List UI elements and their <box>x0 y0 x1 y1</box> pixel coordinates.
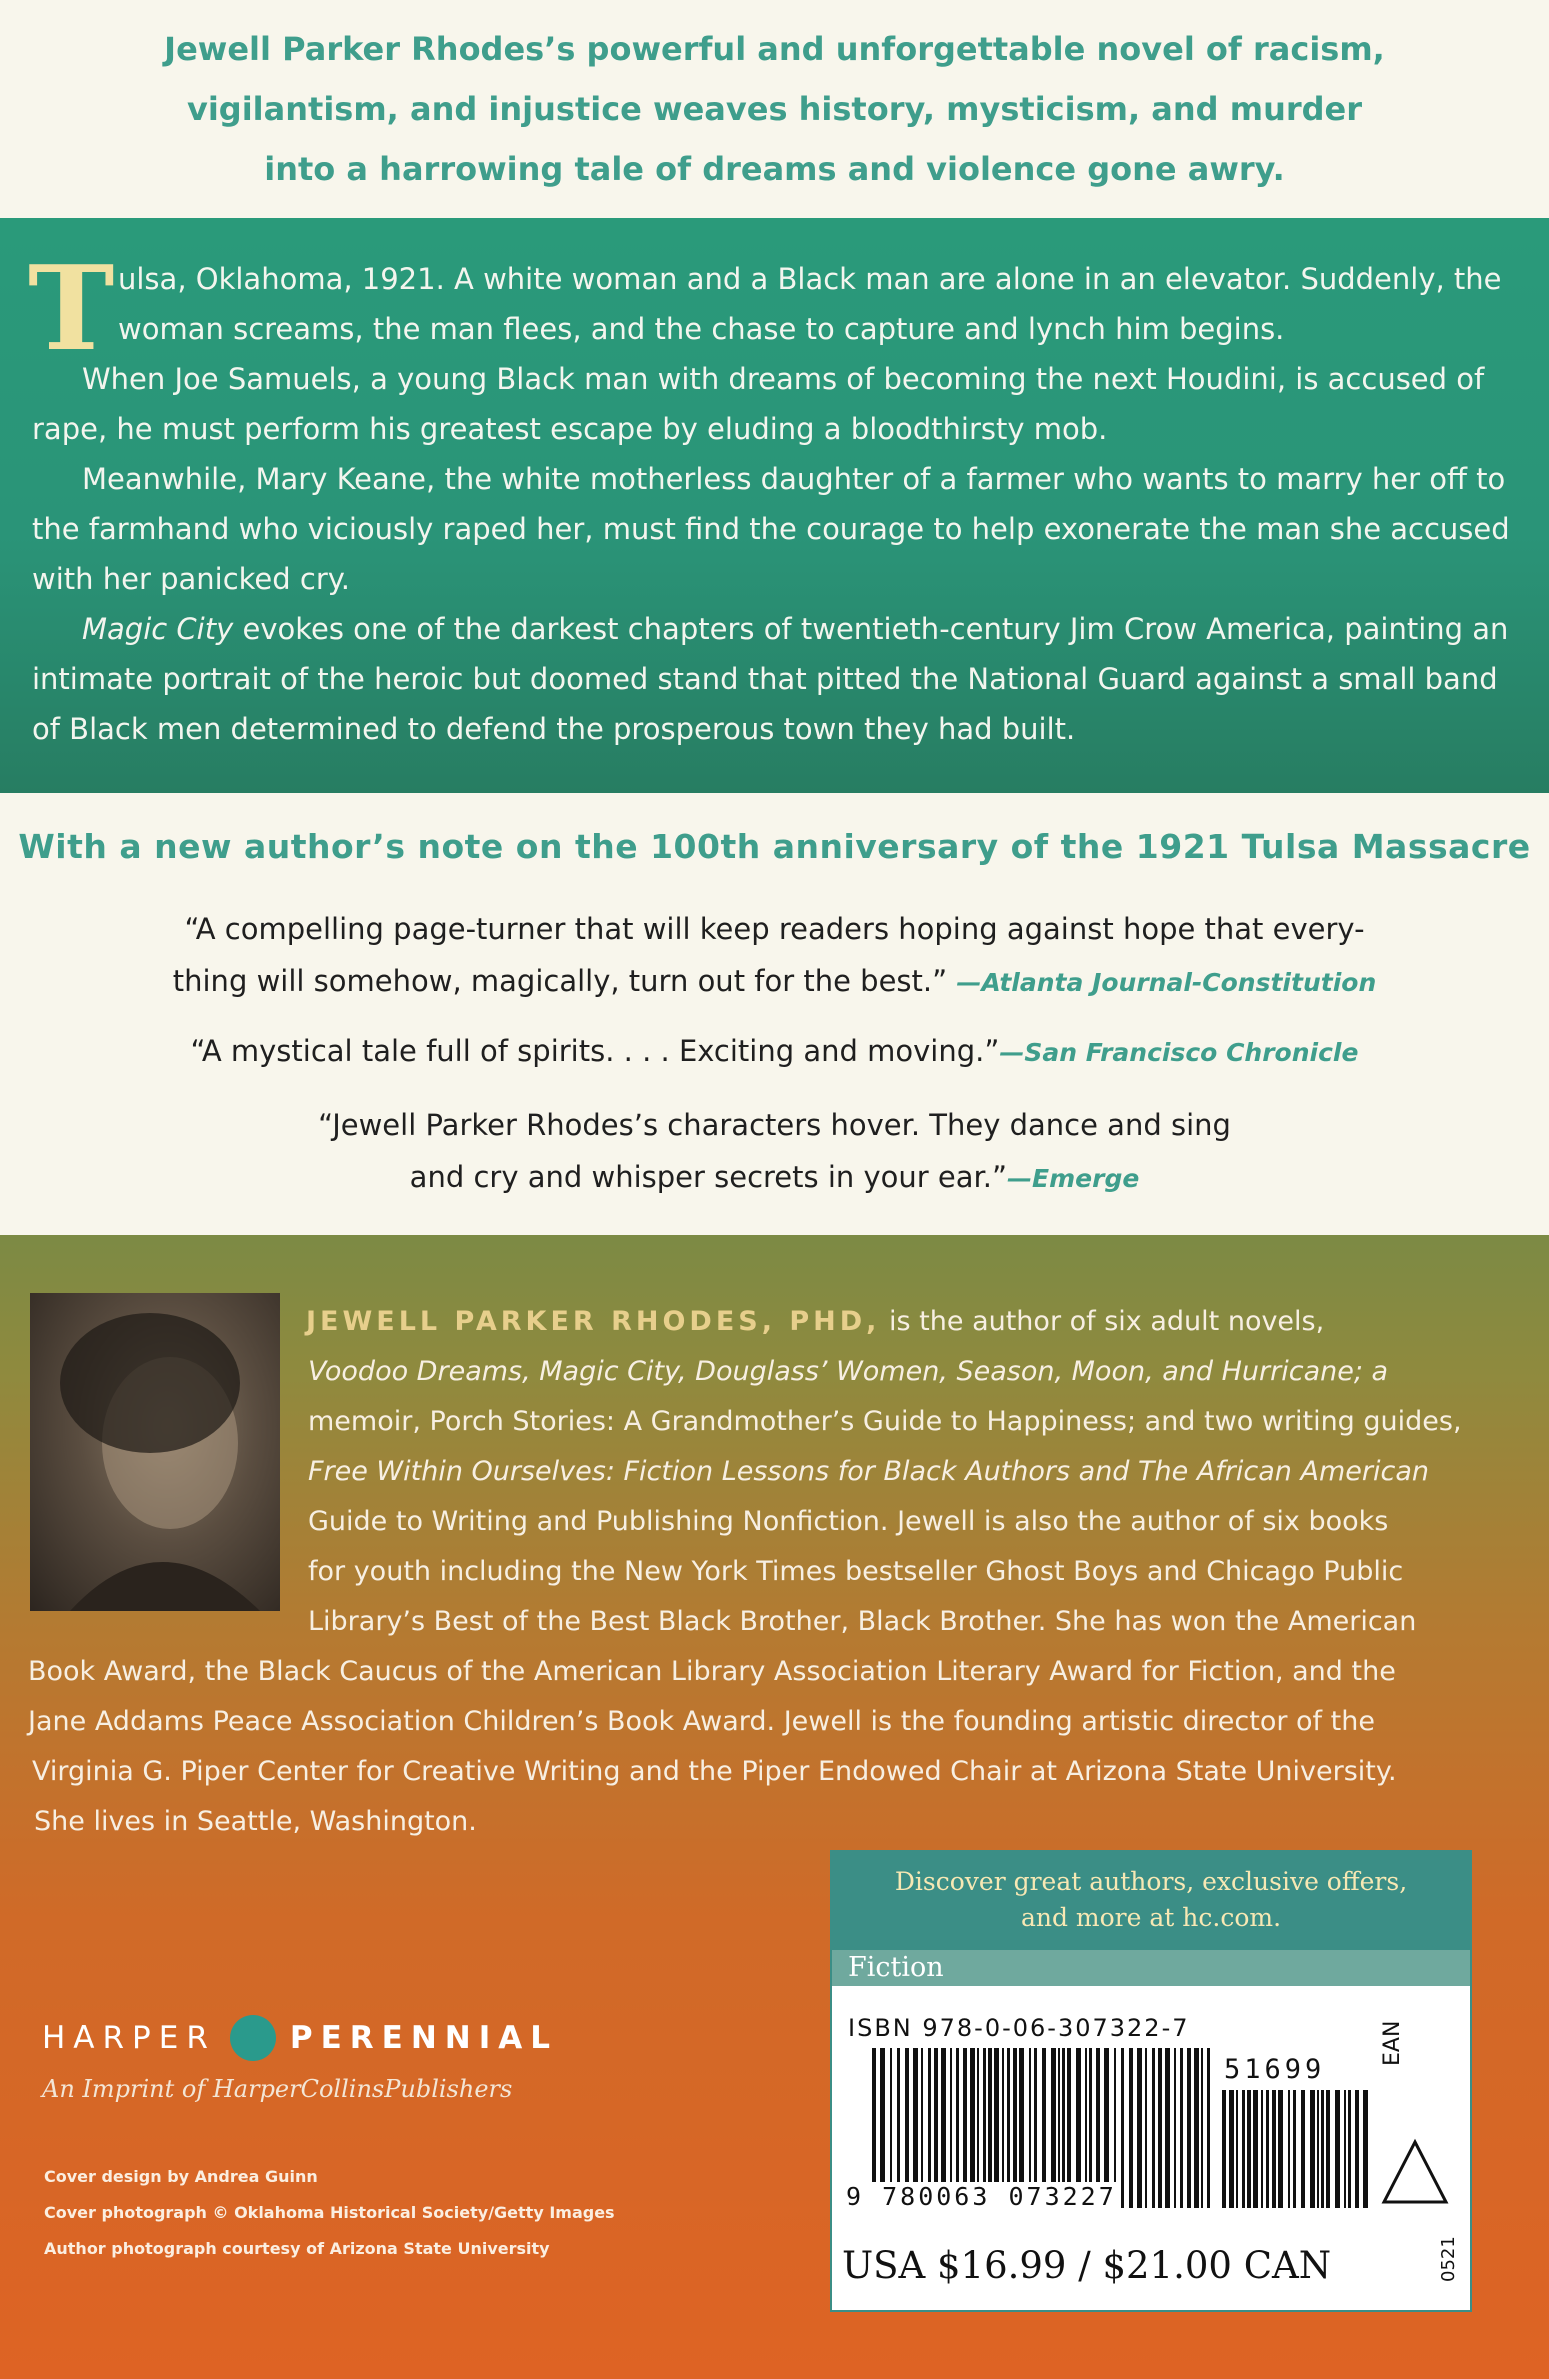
author-name: JEWELL PARKER RHODES, PHD, <box>306 1306 881 1337</box>
book-title: Magic City <box>82 612 234 646</box>
review-quote: “A compelling page-turner that will keep readers hoping against hope that every- thing will somehow, magically, turn out for the best.” —Atlanta Journal-Constitution <box>172 912 1377 998</box>
publisher-logo: HARPER PERENNIAL An Imprint of HarperCollinsPublishers <box>42 2015 558 2103</box>
barcode-bar <box>1222 2090 1226 2208</box>
ean-digits: 9 780063 073227 <box>846 2182 1117 2211</box>
bio-line: memoir, Porch Stories: A Grandmother’s Guide to Happiness; and two writing guides, <box>308 1406 1462 1437</box>
synopsis-paragraph-3: Meanwhile, Mary Keane, the white motherless daughter of a farmer who wants to marry her off to the farmhand who viciously raped her, must find the courage to help exonerate the man she accused with her panicked cry. <box>32 462 1510 596</box>
price-barcode-icon <box>1222 2090 1372 2208</box>
barcode-bar <box>1158 2048 1162 2208</box>
barcode-bar <box>1261 2090 1263 2208</box>
bio-line: Jane Addams Peace Association Children’s Book Award. Jewell is the founding artistic director of the <box>28 1706 1375 1737</box>
bio-line: Book Award, the Black Caucus of the American Library Association Literary Award for Fiction, and the <box>28 1656 1396 1687</box>
synopsis-paragraph-1: ulsa, Oklahoma, 1921. A white woman and a Black man are alone in an elevator. Suddenly, the woman screams, the man flees, and the chase to capture and lynch him begins. <box>118 262 1502 346</box>
bio-line: for youth including the New York Times bestseller Ghost Boys and Chicago Public <box>308 1556 1404 1587</box>
barcode-bar <box>1326 2090 1330 2208</box>
cover-credit: Cover photograph © Oklahoma Historical Society/Getty Images <box>44 2203 615 2222</box>
barcode-bar <box>1363 2090 1368 2208</box>
bio-line: Library’s Best of the Best Black Brother, Black Brother. She has won the American <box>308 1606 1417 1637</box>
review-attribution: —San Francisco Chronicle <box>999 1038 1359 1067</box>
barcode-bar <box>1288 2090 1290 2208</box>
barcode-bar <box>1321 2090 1324 2208</box>
review-attribution: —Emerge <box>1007 1164 1140 1193</box>
tagline-line: vigilantism, and injustice weaves history, mysticism, and murder <box>186 90 1363 128</box>
barcode-bar <box>1247 2090 1251 2208</box>
isbn: ISBN 978-0-06-307322-7 <box>848 2014 1190 2042</box>
review-quote: “Jewell Parker Rhodes’s characters hover. They dance and sing and cry and whisper secrets in your ear.”—Emerge <box>318 1108 1231 1194</box>
ean-label: EAN <box>1380 2020 1405 2066</box>
barcode-bar <box>1165 2048 1170 2208</box>
barcode-bar <box>1266 2090 1269 2208</box>
barcode-bar <box>1348 2090 1351 2208</box>
barcode-bar <box>1174 2048 1176 2208</box>
promo-banner: Discover great authors, exclusive offers, and more at hc.com. <box>832 1852 1470 1950</box>
cover-credit: Cover design by Andrea Guinn <box>44 2167 318 2186</box>
barcode-bar <box>1207 2048 1210 2208</box>
tagline-line: Jewell Parker Rhodes’s powerful and unforgettable novel of racism, <box>164 30 1385 68</box>
barcode-box <box>830 1850 1472 2312</box>
anniversary-note: With a new author’s note on the 100th anniversary of the 1921 Tulsa Massacre <box>18 827 1531 866</box>
bio-line: She lives in Seattle, Washington. <box>34 1806 477 1837</box>
barcode-bar <box>1187 2048 1191 2208</box>
review-quote: “A mystical tale full of spirits. . . . Exciting and moving.”—San Francisco Chronicle <box>190 1034 1359 1068</box>
barcode-bar <box>1335 2090 1340 2208</box>
barcode-bar <box>1253 2090 1258 2208</box>
bio-line: Guide to Writing and Publishing Nonfiction. Jewell is also the author of six books <box>308 1506 1389 1537</box>
barcode-bar <box>1121 2048 1124 2208</box>
tagline-section <box>0 0 1549 218</box>
bio-line: Voodoo Dreams, Magic City, Douglass’ Women, Season, Moon, and Hurricane; a <box>308 1356 1389 1387</box>
print-code: 0521 <box>1438 2236 1459 2282</box>
bio-line: Free Within Ourselves: Fiction Lessons for Black Authors and The African American <box>308 1456 1429 1487</box>
barcode-bar <box>1242 2090 1245 2208</box>
barcode-bar <box>1344 2090 1346 2208</box>
price-code: 51699 <box>1224 2054 1326 2085</box>
author-bio-section: JEWELL PARKER RHODES, PHD, is the author of six adult novels, Voodoo Dreams, Magic City, Douglass’ Women, Season, Moon, and Hurricane; a memoir, Porch Stories: A Grandmother’s Guide to Happiness; and two writing guides, Free Within Ourselves: Fiction Lessons for Black Authors and The African American Guide to Writing and Publishing Nonfiction. Jewell is also the author of six books for youth including the New York Times bestseller Ghost Boys and Chicago Public Library’s Best of the Best Black Brother, Black Brother. She has won the American Book Award, the Black Caucus of the American Library Association Literary Award for Fiction, and the Jane Addams Peace Association Children’s Book Award. Jewell is the founding artistic director of the Virginia G. Piper Center for Creative Writing and the Piper Endowed Chair at Arizona State University. She lives in Seattle, Washington. HARPER PERENNIAL An Imprint of HarperCollinsPublishers Cover design by Andrea Guinn Cover photograph © Oklahoma Historical Society/Getty Images Author photograph courtesy of Arizona State University <box>0 1235 1549 2379</box>
barcode-bar <box>1278 2090 1283 2208</box>
bio-line: Virginia G. Piper Center for Creative Writing and the Piper Endowed Chair at Arizona State University. <box>32 1756 1397 1787</box>
imprint-line: An Imprint of HarperCollinsPublishers <box>42 2075 513 2103</box>
praise-section <box>0 793 1549 1235</box>
author-portrait-icon <box>30 1293 280 1611</box>
barcode-bar <box>1301 2090 1305 2208</box>
barcode-bar <box>1236 2090 1238 2208</box>
barcode-bar <box>1129 2048 1133 2208</box>
barcode-bar <box>1137 2048 1142 2208</box>
barcode-bar <box>1293 2090 1296 2208</box>
drop-cap: T <box>28 241 115 377</box>
barcode-bar <box>1355 2090 1359 2208</box>
barcode-bar <box>1310 2090 1315 2208</box>
barcode-bar <box>1180 2048 1183 2208</box>
tagline-line: into a harrowing tale of dreams and violence gone awry. <box>264 150 1285 188</box>
barcode-bar <box>1194 2048 1199 2208</box>
synopsis-paragraph-4: Magic City evokes one of the darkest chapters of twentieth-century Jim Crow America, painting an intimate portrait of the heroic but doomed stand that pitted the National Guard against a small band of Black men determined to defend the prosperous town they had built. <box>32 612 1509 746</box>
synopsis-section <box>0 218 1549 793</box>
review-attribution: —Atlanta Journal-Constitution <box>956 968 1377 997</box>
cover-credit: Author photograph courtesy of Arizona State University <box>44 2239 550 2258</box>
barcode-bar <box>1201 2048 1203 2208</box>
barcode-bar <box>1317 2090 1319 2208</box>
barcode-bar <box>1272 2090 1276 2208</box>
synopsis-paragraph-2: When Joe Samuels, a young Black man with dreams of becoming the next Houdini, is accused of rape, he must perform his greatest escape by eluding a bloodthirsty mob. <box>32 362 1485 446</box>
barcode-bar <box>1152 2048 1155 2208</box>
genre-label: Fiction <box>832 1950 1470 1986</box>
price: USA $16.99 / $21.00 CAN <box>842 2244 1332 2287</box>
barcode-bar <box>1229 2090 1234 2208</box>
barcode-bar <box>1145 2048 1147 2208</box>
harper-perennial-logo-icon <box>230 2015 276 2061</box>
author-photo <box>30 1293 280 1611</box>
triangle-icon <box>1380 2138 1450 2208</box>
